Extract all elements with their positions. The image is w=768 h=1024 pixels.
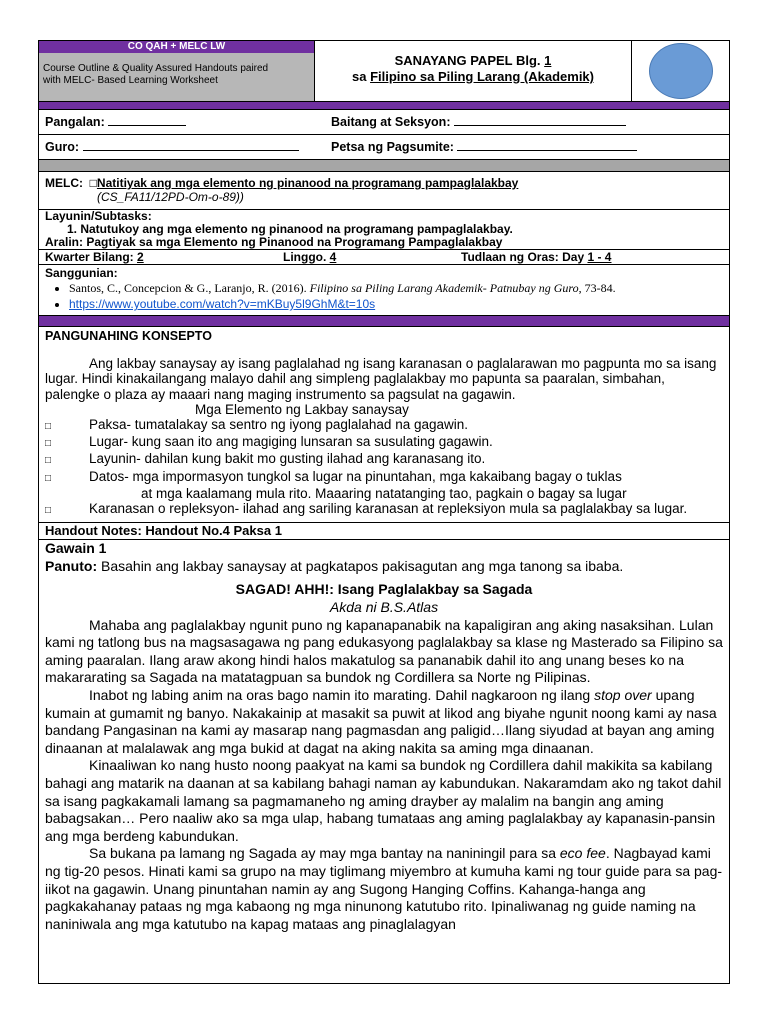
gawain-section bbox=[39, 540, 729, 933]
layunin-item: 1. Natutukoy ang mga elemento ng pinanood na programang pampaglalakbay. bbox=[67, 222, 513, 236]
pangalan-label: Pangalan: bbox=[45, 115, 105, 129]
elements-title: Mga Elemento ng Lakbay sanaysay bbox=[195, 401, 409, 417]
handout-notes: Handout Notes: Handout No.4 Paksa 1 bbox=[39, 523, 729, 540]
element-text: Layunin- dahilan kung bakit mo gusting ilahad ang karanasang ito. bbox=[89, 451, 486, 467]
layunin-label: Layunin/Subtasks: bbox=[45, 209, 152, 223]
konsepto-section bbox=[39, 327, 729, 523]
guro-blank[interactable] bbox=[83, 140, 299, 151]
panuto bbox=[45, 558, 723, 576]
field-row-2 bbox=[39, 135, 729, 160]
kwarter-cell bbox=[45, 250, 283, 264]
layunin-section bbox=[39, 210, 729, 250]
baitang-field[interactable] bbox=[331, 115, 729, 129]
linggo-value: 4 bbox=[329, 250, 337, 264]
p4-text-b: . Nagbayad kami ng tig-20 pesos. Hinati kami sa grupo na may tiglimang miyembro at kumuha kami ng tour guide para sa pag-iikot na gagawin. Unang pinuntahan namin ay ang Sugong Hanging Coffins. Kahanga-hanga ang pagkakahanay pataas ng mga kabaong ng mga ninunong katutubo rito. Ipinaliwanag ng guide naming na naniniwala ang mga katutubo na kapag mataas ang pinaglalagyan bbox=[45, 845, 723, 932]
element-item bbox=[45, 451, 723, 468]
konsepto-heading: PANGUNAHING KONSEPTO bbox=[45, 329, 212, 343]
tudlaan-label: Tudlaan ng Oras: Day bbox=[461, 250, 588, 264]
melc-label: MELC: bbox=[45, 176, 83, 190]
p2-italic: stop over bbox=[594, 686, 652, 703]
header-title-block bbox=[315, 41, 631, 101]
melc-section bbox=[39, 172, 729, 210]
p2-text-a: Inabot ng labing anim na oras bago namin ito marating. Dahil nagkaroon ng ilang bbox=[89, 686, 595, 703]
gawain-heading: Gawain 1 bbox=[45, 540, 107, 557]
field-row-1 bbox=[39, 110, 729, 135]
title-number: 1 bbox=[544, 53, 552, 68]
melc-code: (CS_FA11/12PD-Om-o-89)) bbox=[97, 190, 244, 204]
petsa-label: Petsa ng Pagsumite: bbox=[331, 140, 454, 154]
petsa-blank[interactable] bbox=[457, 140, 637, 151]
header-band: CO QAH + MELC LW bbox=[39, 41, 314, 53]
gray-divider bbox=[39, 160, 729, 172]
header-logo-cell bbox=[631, 41, 729, 101]
petsa-field[interactable] bbox=[331, 140, 729, 154]
linggo-cell bbox=[283, 250, 461, 264]
guro-field[interactable] bbox=[39, 140, 331, 154]
panuto-label: Panuto: bbox=[45, 557, 98, 574]
reference-item bbox=[69, 280, 723, 296]
pangalan-blank[interactable] bbox=[108, 115, 186, 126]
bullet-icon: □ bbox=[45, 505, 52, 517]
pangalan-field[interactable] bbox=[39, 115, 331, 129]
purple-divider bbox=[39, 102, 729, 110]
linggo-label: Linggo. bbox=[283, 250, 330, 264]
ref1-title: Filipino sa Piling Larang Akademik- Patnubay ng Guro bbox=[309, 281, 579, 295]
tudlaan-value: 1 - 4 bbox=[587, 250, 612, 264]
sanggunian-label: Sanggunian bbox=[45, 266, 114, 280]
logo-circle-icon bbox=[649, 43, 713, 99]
p4-italic: eco fee bbox=[559, 845, 606, 862]
guro-label: Guro: bbox=[45, 140, 80, 154]
tudlaan-cell bbox=[461, 250, 611, 264]
header-description bbox=[39, 53, 314, 87]
kwarter-label: Kwarter Bilang: bbox=[45, 250, 138, 264]
subtitle-prefix: sa bbox=[351, 69, 371, 84]
p2-text-b: upang kumain at gumamit ng banyo. Nakakainip at masakit sa puwit at likod ang biyahe ngunit noong kami ay nasa bandang Pangasinan na kami ay masarap nang pagmasdan ang paligid…Ilang siyudad at bayan ang aming dinaanan at malalawak ang mga bukid at dagat na aking nakita sa aming mga dinaanan. bbox=[45, 686, 717, 756]
melc-line bbox=[45, 176, 723, 190]
ref1-pages: , 73-84. bbox=[578, 281, 616, 295]
element-item bbox=[45, 417, 723, 434]
sanggunian-section bbox=[39, 265, 729, 316]
kwarter-row bbox=[39, 250, 729, 265]
baitang-blank[interactable] bbox=[454, 115, 626, 126]
header-desc-line1: Course Outline & Quality Assured Handouts paired bbox=[43, 63, 269, 74]
aralin-text: Aralin: Pagtiyak sa mga Elemento ng Pinanood na Programang Pampaglalakbay bbox=[45, 235, 503, 249]
page-subtitle bbox=[315, 69, 631, 85]
story-paragraph bbox=[45, 687, 723, 757]
youtube-link[interactable]: https://www.youtube.com/watch?v=mKBuy5l9GhM&t=10s bbox=[69, 297, 376, 311]
konsepto-paragraph: Ang lakbay sanaysay ay isang paglalahad ng isang karanasan o paglalarawan mo pagpunta mo sa isang lugar. Hindi kinakailangang malayo dahil ang simpleng paglalakbay mo papunta sa paaralan, simbahan, palengke o plaza ay maaari nang maging instrumento sa pagsulat na gagawin. bbox=[45, 356, 717, 402]
page-title bbox=[315, 53, 631, 69]
ref1-authors: Santos, C., Concepcion & G., Laranjo, R. (2016). bbox=[69, 281, 310, 295]
element-text: Karanasan o repleksyon- ilahad ang sariling karanasan at repleksiyon mula sa paglalakbay sa lugar. bbox=[89, 501, 688, 517]
title-prefix: SANAYANG PAPEL Blg. bbox=[394, 53, 545, 68]
header-desc-line2: with MELC- Based Learning Worksheet bbox=[43, 75, 218, 86]
panuto-text: Basahin ang lakbay sanaysay at pagkatapos pakisagutan ang mga tanong sa ibaba. bbox=[97, 557, 624, 574]
melc-text: Natitiyak ang mga elemento ng pinanood na programang pampaglalakbay bbox=[96, 176, 519, 190]
story-paragraph bbox=[45, 845, 723, 933]
worksheet-header bbox=[39, 41, 729, 102]
element-item bbox=[45, 434, 723, 451]
story-title: SAGAD! AHH!: Isang Paglalakbay sa Sagada bbox=[235, 581, 533, 598]
element-item bbox=[45, 469, 723, 486]
kwarter-value: 2 bbox=[137, 250, 144, 264]
worksheet-page bbox=[38, 40, 730, 984]
story-paragraph: Kinaaliwan ko nang husto noong paakyat na kami sa bundok ng Cordillera dahil makikita sa kabilang bahagi ang matarik na daanan at sa kabilang bahagi naman ay kabundukan. Nakaramdam ako ng takot dahil sa isang pagkakamali lamang sa pagmamaneho ng aming drayber ay malalim na bangin ang aming babagsakan… Pero naaliw ako sa mga ulap, habang tumataas ang aming paglalakbay ay kapanasin-pansin ang mga berdeng kabundukan. bbox=[45, 757, 722, 844]
bullet-icon: □ bbox=[45, 455, 52, 467]
story-paragraph: Mahaba ang paglalakbay ngunit puno ng kapanapanabik na kapaligiran ang aking nasaksihan. Lulan kami ng tatlong bus na magsasagawa ng pang edukasyong paglalakbay sa klase ng Masterado sa Filipino sa aming paaralan. Ilang araw akong hindi halos makatulog sa pananabik dahil ito ang unang beses ko na makararating sa Sagada na matatagpuan sa bundok ng Cordillera sa Norte ng Pilipinas. bbox=[45, 616, 723, 686]
bullet-icon: □ bbox=[45, 438, 52, 450]
element-text: Datos- mga impormasyon tungkol sa lugar na pinuntahan, mga kakaibang bagay o tuklas bbox=[89, 468, 622, 484]
sanggunian-heading: Sanggunian: bbox=[45, 266, 118, 280]
subtitle-subject: Filipino sa Piling Larang (Akademik) bbox=[370, 69, 594, 84]
story-author: Akda ni B.S.Atlas bbox=[329, 599, 439, 616]
datos-continuation: at mga kaalamang mula rito. Maaaring natatanging tao, pagkain o bagay sa lugar bbox=[141, 485, 627, 501]
purple-divider-2 bbox=[39, 316, 729, 327]
bullet-icon: □ bbox=[45, 472, 52, 484]
p4-text-a: Sa bukana pa lamang ng Sagada ay may mga bantay na naniningil para sa bbox=[89, 845, 560, 862]
header-left-panel bbox=[39, 41, 315, 101]
baitang-label: Baitang at Seksyon: bbox=[331, 115, 451, 129]
element-item bbox=[45, 501, 723, 518]
element-text: Lugar- kung saan ito ang magiging lunsaran sa susulating gagawin. bbox=[89, 434, 493, 450]
bullet-icon: □ bbox=[45, 421, 52, 433]
melc-checkbox-icon: □ bbox=[89, 176, 97, 190]
reference-item bbox=[69, 296, 723, 312]
reference-list bbox=[69, 280, 723, 312]
element-text: Paksa- tumatalakay sa sentro ng iyong paglalahad na gagawin. bbox=[89, 417, 468, 433]
